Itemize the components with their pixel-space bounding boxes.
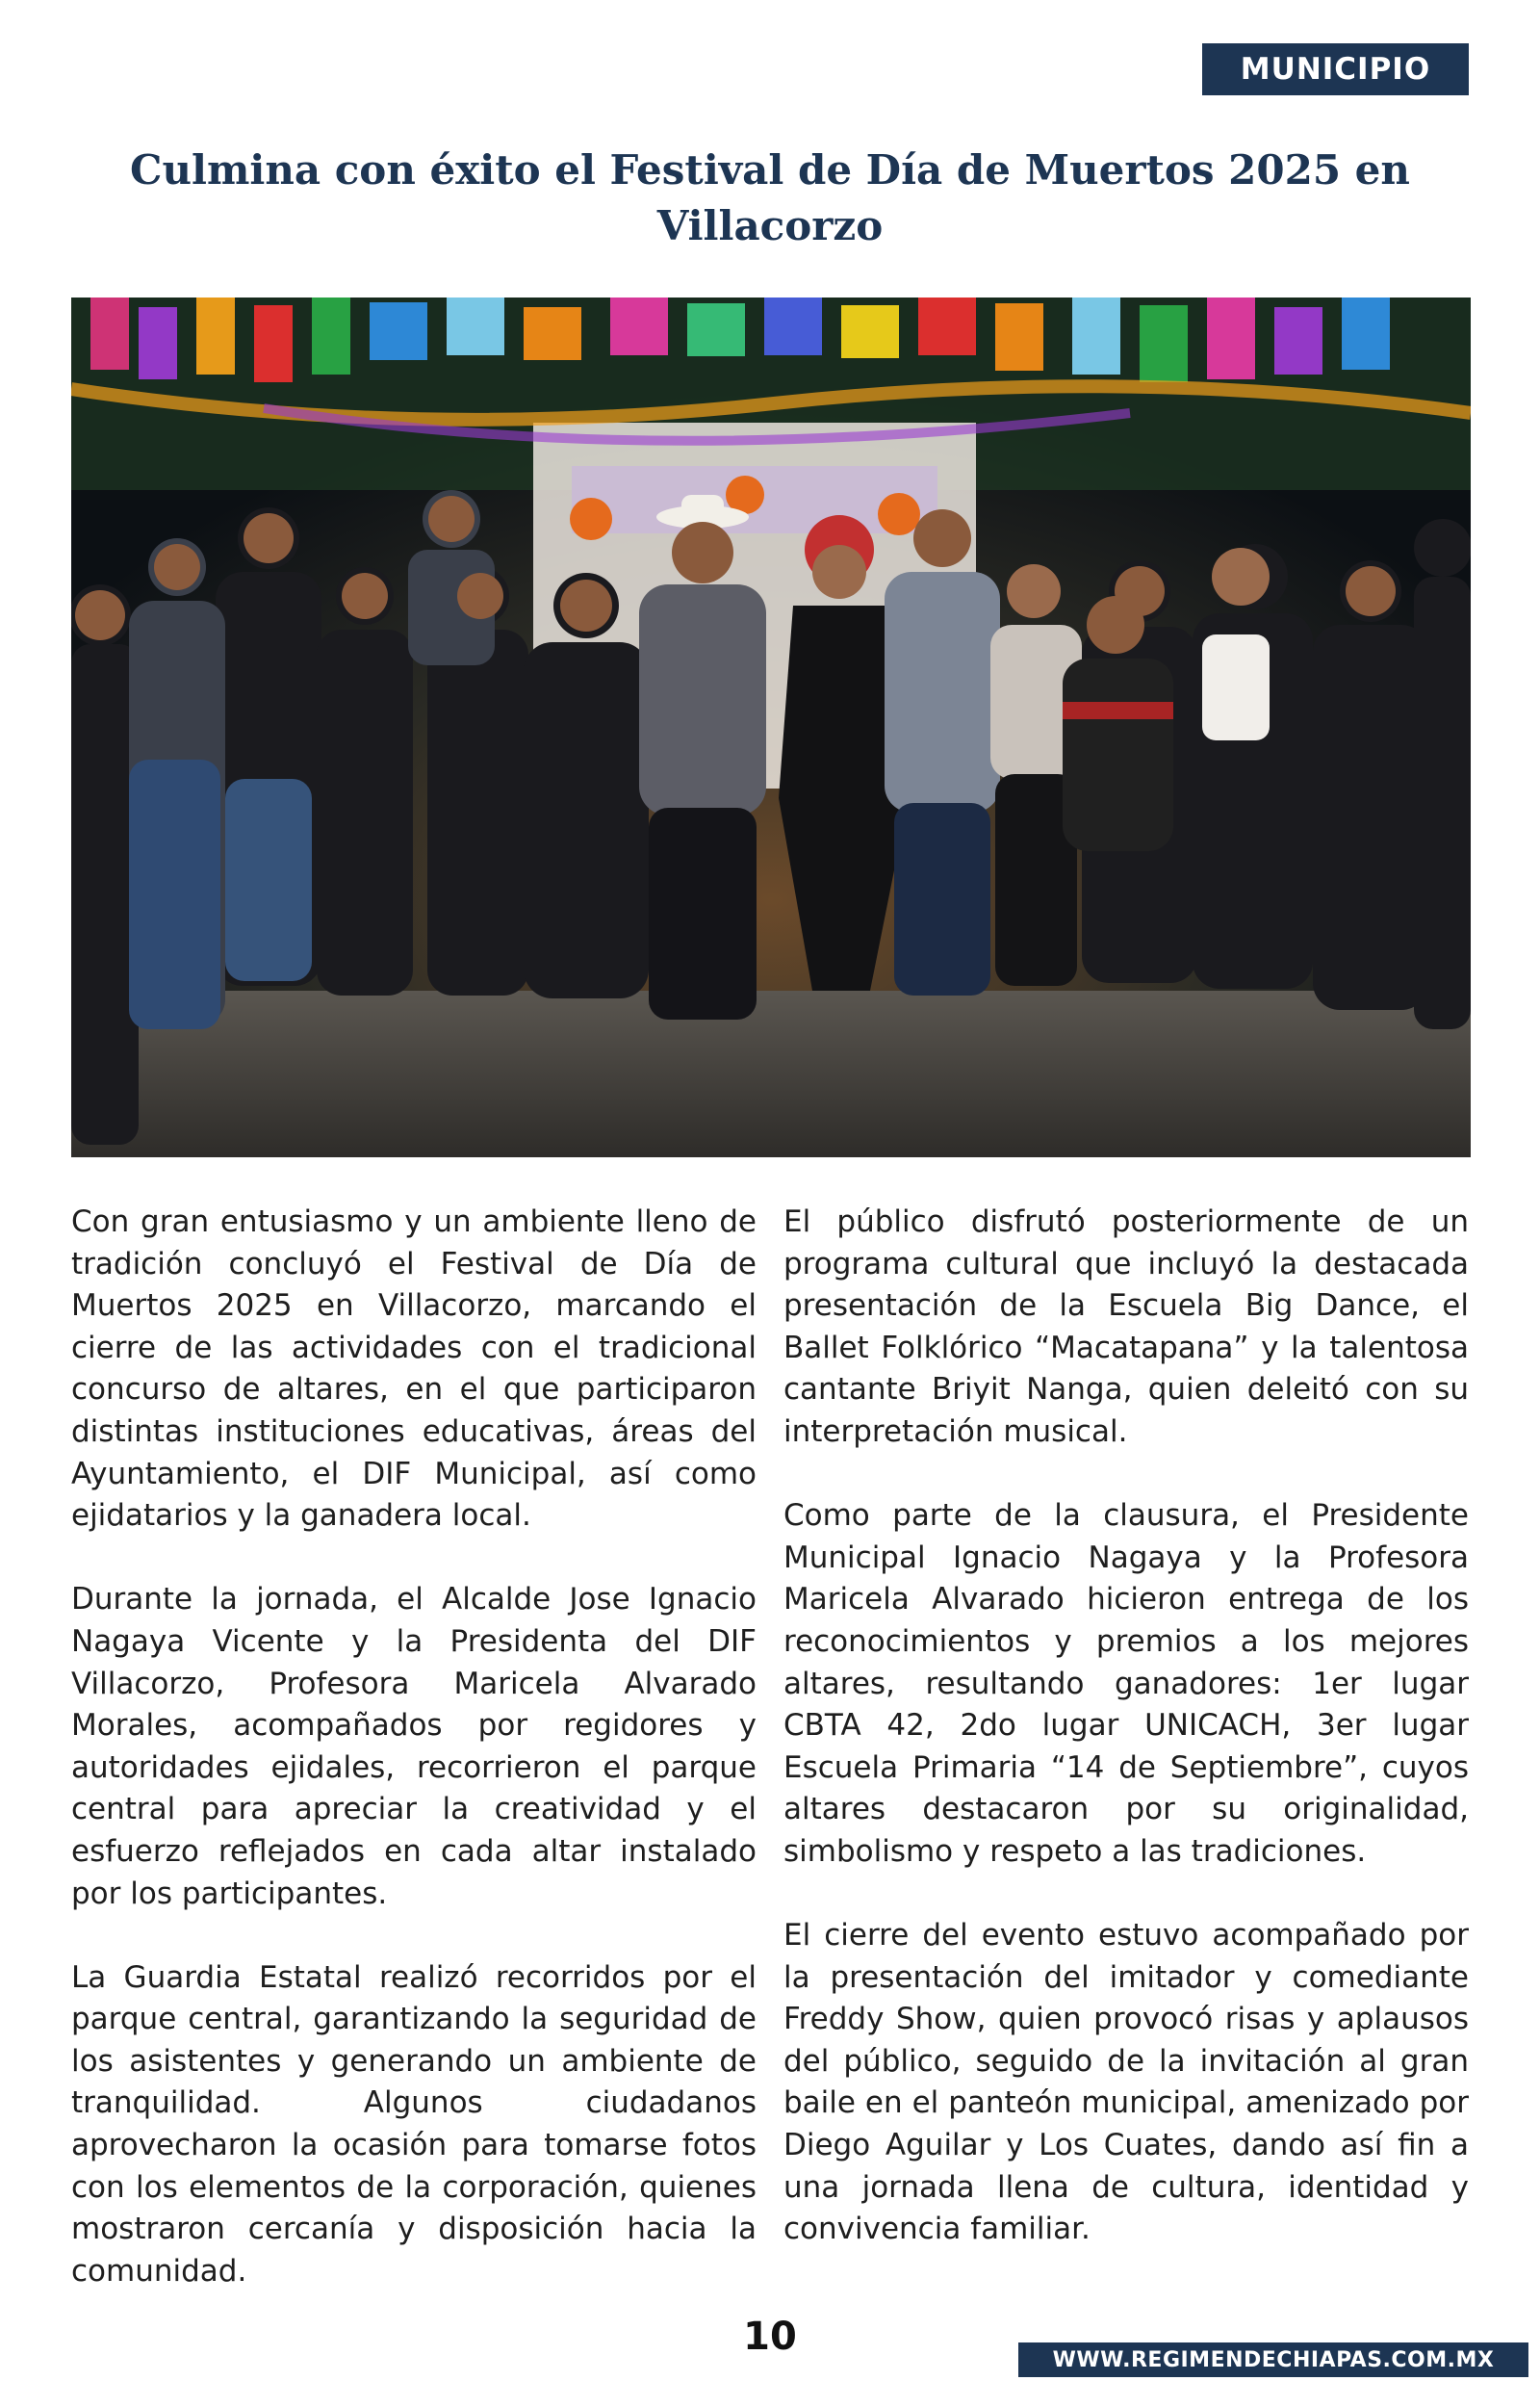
article-title: Culmina con éxito el Festival de Día de Muertos 2025 en Villacorzo — [130, 146, 1410, 249]
paragraph: Durante la jornada, el Alcalde Jose Ignacio Nagaya Vicente y la Presidenta del DIF Villacorzo, Profesora Maricela Alvarado Morales, acompañados por regidores y autoridades ejidales, recorrieron el parque central para apreciar la creatividad y el esfuerzo reflejados en cada altar instalado por los participantes. — [71, 1582, 757, 1911]
paragraph: El cierre del evento estuvo acompañado por la presentación del imitador y comediante Freddy Show, quien provocó risas y aplausos del público, seguido de la invitación al gran baile en el panteón municipal, amenizado por Diego Aguilar y Los Cuates, dando así fin a una jornada llena de cultura, identidad y convivencia familiar. — [783, 1918, 1469, 2247]
left-column — [71, 1202, 757, 2292]
article-photo — [71, 298, 1471, 1157]
right-column — [783, 1202, 1469, 2251]
festival-group-photo — [71, 298, 1471, 1157]
website-link[interactable]: WWW.REGIMENDECHIAPAS.COM.MX — [1018, 2342, 1528, 2377]
section-badge: MUNICIPIO — [1202, 43, 1469, 95]
paragraph: La Guardia Estatal realizó recorridos por el parque central, garantizando la seguridad de los asistentes y generando un ambiente de tranquilidad. Algunos ciudadanos aprovecharon la ocasión para tomarse fotos con los elementos de la corporación, quienes mostraron cercanía y disposición hacia la comunidad. — [71, 1959, 757, 2289]
paragraph: Con gran entusiasmo y un ambiente lleno de tradición concluyó el Festival de Día de Muertos 2025 en Villacorzo, marcando el cierre de las actividades con el tradicional concurso de altares, en el que participaron distintas instituciones educativas, áreas del Ayuntamiento, el DIF Municipal, así como ejidatarios y la ganadera local. — [71, 1204, 757, 1534]
paragraph: El público disfrutó posteriormente de un programa cultural que incluyó la destacada presentación de la Escuela Big Dance, el Ballet Folklórico “Macatapana” y la talentosa cantante Briyit Nanga, quien deleitó con su interpretación musical. — [783, 1204, 1469, 1449]
page-number: 10 — [743, 2315, 797, 2359]
paragraph: Como parte de la clausura, el Presidente Municipal Ignacio Nagaya y la Profesora Maricela Alvarado hicieron entrega de los reconocimientos y premios a los mejores altares, resultando ganadores: 1er lugar CBTA 42, 2do lugar UNICACH, 3er lugar Escuela Primaria “14 de Septiembre”, cuyos altares destacaron por su originalidad, simbolismo y respeto a las tradiciones. — [783, 1498, 1469, 1869]
